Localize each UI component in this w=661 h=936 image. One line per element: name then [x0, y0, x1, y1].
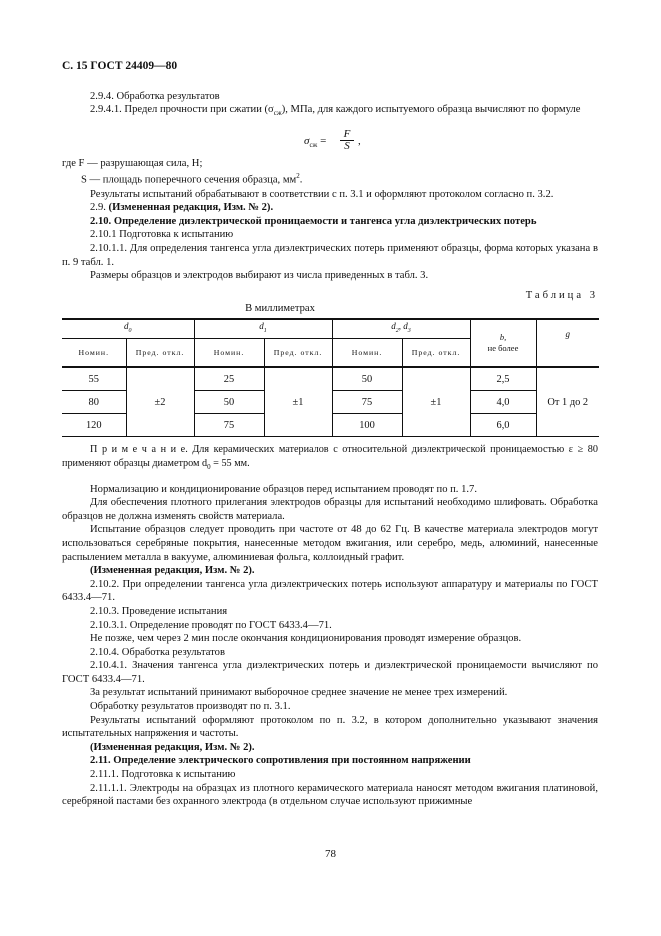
- header-d0-tol: Пред. откл.: [126, 339, 194, 368]
- cell-d0: 55: [62, 367, 126, 391]
- paragraph-protocol: Результаты испытаний оформляют протоколом по п. 3.2, в котором дополнительно указывают значения испытательных напряжения и частоты.: [62, 714, 598, 740]
- table-note: П р и м е ч а н и е. Для керамических материалов с относительной диэлектрической проницаемостью ε ≥ 80 применяют образцы диаметром $d_0 = 55$ мм.: [62, 444, 598, 471]
- header-d23-nom: Номин.: [332, 339, 402, 368]
- section-2-9-4: 2.9.4. Обработка результатов: [90, 90, 220, 102]
- section-2-10-4-1: 2.10.4.1. Значения тангенса угла диэлектрических потерь и диэлектрической проницаемости вычисляют по ГОСТ 6433.4—71.: [62, 660, 598, 685]
- header-d1-nom: Номин.: [194, 339, 264, 368]
- cell-d1: 75: [194, 414, 264, 437]
- section-2-10-title: 2.10. Определение диэлектрической проницаемости и тангенса угла диэлектрических потерь: [90, 215, 537, 227]
- paragraph-processing: Обработку результатов производят по п. 3.1.: [90, 701, 291, 713]
- dimensions-table: [62, 318, 599, 437]
- section-2-10-1: 2.10.1 Подготовка к испытанию: [90, 229, 234, 241]
- header-d1: $d_1$: [194, 319, 332, 339]
- cell-d23: 50: [332, 367, 402, 391]
- section-2-11-1: 2.11.1. Подготовка к испытанию: [90, 769, 236, 781]
- table-intro: Размеры образцов и электродов выбирают из числа приведенных в табл. 3.: [90, 270, 429, 282]
- table-caption: Таблица 3: [525, 289, 598, 301]
- cell-b: 2,5: [470, 367, 536, 391]
- page-header: С. 15 ГОСТ 24409—80: [62, 60, 178, 72]
- table-header-groups: [62, 319, 599, 339]
- cell-d0-tol: ±2: [126, 367, 194, 437]
- paragraph-grinding: Для обеспечения плотного прилегания электродов образцы для испытаний необходимо шлифовать. Обработка образцов не должна изменять свойств материала.: [62, 497, 598, 522]
- where-s: S — площадь поперечного сечения образца, $мм^2$.: [81, 172, 303, 187]
- amendment-note: (Измененная редакция, Изм. № 2).: [90, 741, 255, 753]
- amendment-2-9: 2.9. (Измененная редакция, Изм. № 2).: [90, 202, 274, 214]
- section-2-10-4: 2.10.4. Обработка результатов: [90, 646, 225, 658]
- header-g: g: [536, 319, 599, 367]
- section-2-10-1-1: 2.10.1.1. Для определения тангенса угла диэлектрических потерь применяют образцы, форма которых указана в п. 9 табл. 1.: [62, 242, 598, 268]
- paragraph-measurement-time: Не позже, чем через 2 мин после окончания кондиционирования проводят измерение образцов.: [90, 633, 522, 645]
- header-d0-nom: Номин.: [78, 347, 110, 357]
- where-f: где F — разрушающая сила, Н;: [62, 157, 203, 169]
- table-row: [62, 367, 599, 391]
- section-2-11-title: 2.11. Определение электрического сопротивления при постоянном напряжении: [90, 755, 471, 767]
- section-2-10-3-1: 2.10.3.1. Определение проводят по ГОСТ 6433.4—71.: [90, 619, 332, 631]
- cell-d23: 75: [332, 391, 402, 414]
- section-2-11-1-1: 2.11.1.1. Электроды на образцах из плотного керамического материала наносят методом вжигания платиновой, серебряной пастами без охранного электрода (в отдельном случае используют прижимные: [62, 782, 598, 808]
- paragraph-frequency: Испытание образцов следует проводить при частоте от 48 до 62 Гц. В качестве материала электродов могут использоваться серебряные покрытия, нанесенные методом вжигания, или серебро, медь, алюминий, нанесенные распылением металла в вакууме, алюминиевая фольга, коллоидный графит.: [62, 524, 598, 563]
- section-2-9-4-1: 2.9.4.1. Предел прочности при сжатии $(\sigma_{сж})$, МПа, для каждого испытуемого образца вычисляют по формуле: [90, 104, 581, 118]
- cell-d1-tol: ±1: [264, 367, 332, 437]
- page-number: 78: [325, 848, 336, 860]
- table-units: В миллиметрах: [245, 303, 315, 315]
- paragraph-normalization: Нормализацию и кондиционирование образцов перед испытанием проводят по п. 1.7.: [90, 483, 477, 495]
- cell-d23: 100: [332, 414, 402, 437]
- cell-d1: 25: [194, 367, 264, 391]
- cell-d0: 120: [85, 419, 102, 431]
- results-processing: Результаты испытаний обрабатывают в соответствии с п. 3.1 и оформляют протоколом согласно п. 3.2.: [90, 188, 554, 200]
- header-d1-tol: Пред. откл.: [264, 339, 332, 368]
- cell-b: 4,0: [470, 391, 536, 414]
- cell-d0: 80: [62, 391, 126, 414]
- header-d23-tol: Пред. откл.: [402, 339, 470, 368]
- section-2-10-3: 2.10.3. Проведение испытания: [90, 605, 228, 617]
- cell-d23-tol: ±1: [402, 367, 470, 437]
- section-2-10-2: 2.10.2. При определении тангенса угла диэлектрических потерь используют аппаратуру и материалы по ГОСТ 6433.4—71.: [62, 578, 598, 604]
- header-b: b, не более: [470, 319, 536, 367]
- formula-fraction: $\frac{F}{S}$: [340, 129, 354, 152]
- header-d2-d3: $d_2$, $d_3$: [332, 319, 470, 339]
- paragraph-average: За результат испытаний принимают выборочное среднее значение не менее трех измерений.: [90, 687, 508, 699]
- cell-g: От 1 до 2: [536, 367, 599, 437]
- amendment-note: (Измененная редакция, Изм. № 2).: [90, 565, 255, 577]
- document-page: [62, 60, 598, 809]
- header-d0: $d_0$: [62, 319, 194, 339]
- cell-b: 6,0: [470, 414, 536, 437]
- formula-compressive-strength: $\sigma_{сж}$ = $\frac{F}{S}$ ,: [304, 127, 361, 152]
- cell-d1: 50: [194, 391, 264, 414]
